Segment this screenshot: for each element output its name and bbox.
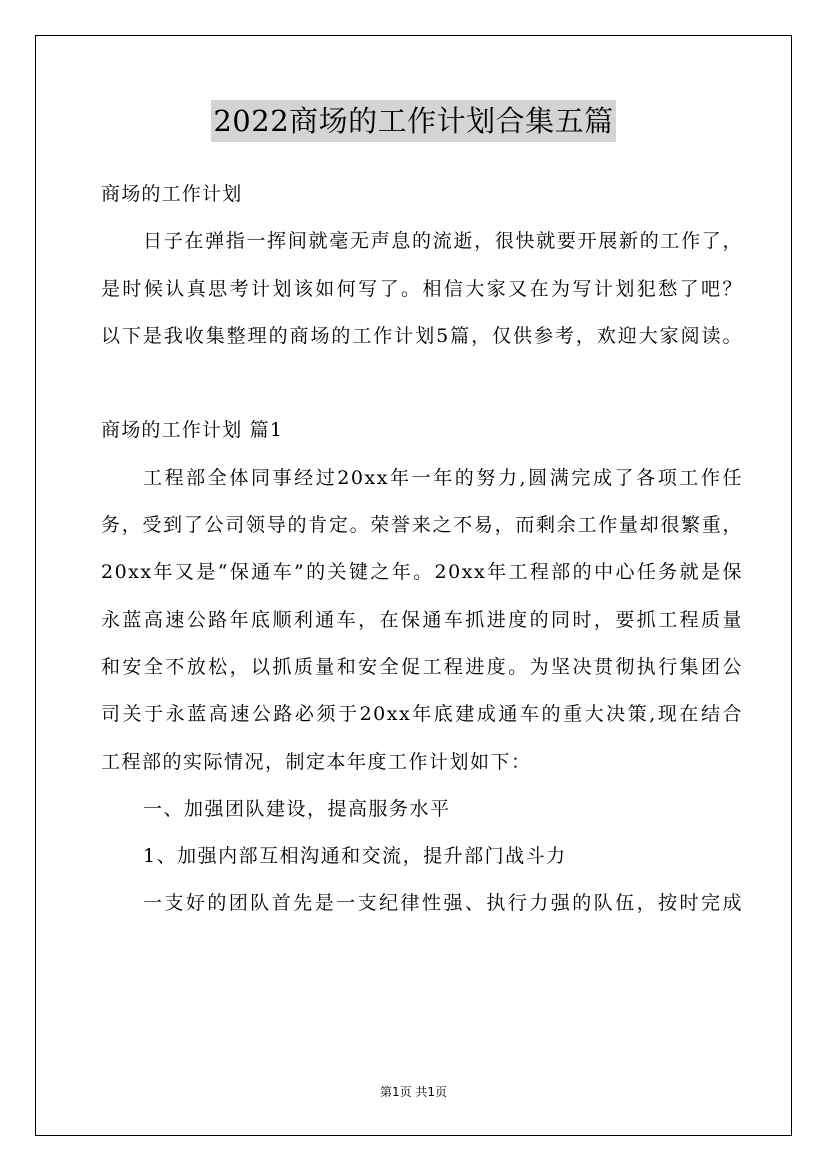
paragraph-line: 和安全不放松，以抓质量和安全促工程进度。为坚决贯彻执行集团公: [101, 655, 743, 678]
blank-line: [101, 360, 743, 407]
paragraph-line: 永蓝高速公路年底顺利通车，在保通车抓进度的同时，要抓工程质量: [101, 608, 743, 631]
page-footer: 第1页 共1页: [379, 1085, 448, 1099]
section-heading: 商场的工作计划 篇1: [101, 419, 284, 442]
subheading: 1、加强内部互相沟通和交流，提升部门战斗力: [143, 845, 567, 868]
document-title: 2022商场的工作计划合集五篇: [211, 100, 615, 142]
paragraph-line: 工程部的实际情况，制定本年度工作计划如下：: [101, 750, 532, 773]
paragraph-line: 一支好的团队首先是一支纪律性强、执行力强的队伍，按时完成: [143, 892, 743, 915]
section-heading: 商场的工作计划: [101, 183, 243, 205]
document-body: [101, 171, 743, 928]
paragraph-line: 是时候认真思考计划该如何写了。相信大家又在为写计划犯愁了吧？: [101, 277, 743, 300]
title-wrap: [0, 100, 827, 142]
paragraph-line: 工程部全体同事经过20xx年一年的努力,圆满完成了各项工作任: [143, 466, 743, 489]
paragraph-line: 以下是我收集整理的商场的工作计划5篇，仅供参考，欢迎大家阅读。: [101, 324, 743, 347]
paragraph-line: 20xx年又是“保通车”的关键之年。20xx年工程部的中心任务就是保: [101, 561, 743, 584]
paragraph-line: 务，受到了公司领导的肯定。荣誉来之不易，而剩余工作量却很繁重，: [101, 514, 743, 537]
paragraph-line: 日子在弹指一挥间就毫无声息的流逝，很快就要开展新的工作了，: [143, 230, 743, 253]
subheading: 一、加强团队建设，提高服务水平: [143, 797, 451, 820]
paragraph-line: 司关于永蓝高速公路必须于20xx年底建成通车的重大决策,现在结合: [101, 703, 743, 726]
